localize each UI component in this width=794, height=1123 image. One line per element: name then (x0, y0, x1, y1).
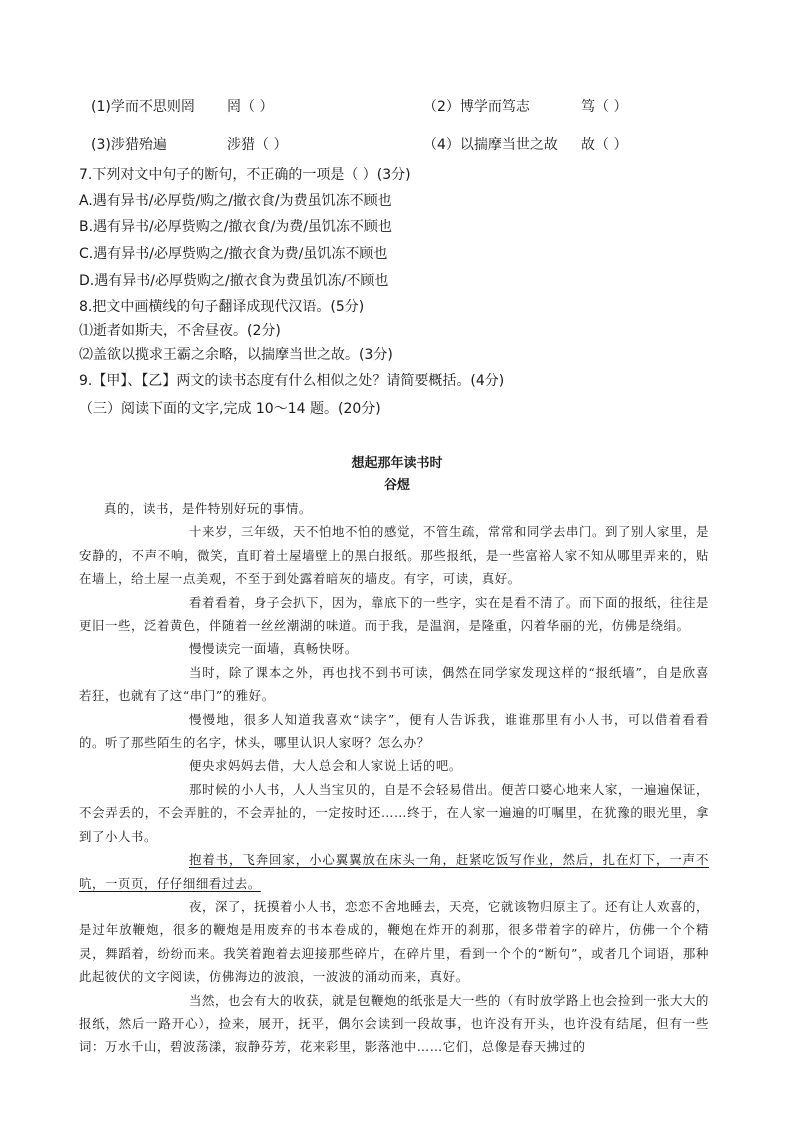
article-paragraph-1: 真的，读书，是件特别好玩的事情。 (104, 501, 312, 516)
q8-sentence-2: ⑵盖欲以揽求王霸之余略，以揣摩当世之故。(3分) (79, 347, 393, 363)
q6-answer-2: 笃（ ） (581, 99, 628, 115)
article-body (79, 497, 709, 1059)
q6-item-3: (3)涉猎殆遍 (91, 137, 167, 153)
q7-option-c: C.遇有异书/必厚赀购之/撤衣食为费/虽饥冻不顾也 (79, 246, 388, 262)
article-paragraph-6: 慢慢地，很多人知道我喜欢“读字”，便有人告诉我，谁谁那里有小人书，可以借着看看的。听了那些陌生的名字，怵头，哪里认识人家呀？怎么办？ (79, 711, 709, 751)
q6-answer-3: 涉猎（ ） (227, 137, 288, 153)
q7-option-d: D.遇有异书/必厚赀购之/撤衣食为费虽饥冻/不顾也 (79, 273, 389, 289)
q6-answer-1: 罔（ ） (227, 99, 274, 115)
article-paragraph-8: 那时候的小人书，人人当宝贝的，自是不会轻易借出。便苦口婆心地来人家，一遍遍保证，不会弄丢的，不会弄脏的，不会弄扯的，一定按时还……终于，在人家一遍遍的叮嘱里，在犹豫的眼光里，拿到了小人书。 (79, 781, 709, 844)
q7-stem: 7.下列对文中句子的断句，不正确的一项是（ ）(3分) (79, 167, 411, 183)
article-paragraph-2: 十来岁，三年级，天不怕地不怕的感觉，不管生疏，常常和同学去串门。到了别人家里，是安静的，不声不响，微笑，直盯着土屋墙壁上的黑白报纸。那些报纸，是一些富裕人家不知从哪里弄来的，贴在墙上，给土屋一点美观，不至于到处露着暗灰的墙皮。有字，可读，真好。 (79, 524, 709, 587)
q6-answer-4: 故（ ） (581, 137, 628, 153)
article-paragraph-5: 当时，除了课本之外，再也找不到书可读，偶然在同学家发现这样的“报纸墙”，自是欣喜若狂，也就有了这“串门”的雅好。 (79, 664, 709, 704)
article-paragraph-4: 慢慢读完一面墙，真畅快呀。 (189, 641, 358, 657)
article-paragraph-3: 看着看着，身子会扒下，因为，靠底下的一些字，实在是看不清了。而下面的报纸，往往是更旧一些，泛着黄色，伴随着一丝丝潮湖的味道。而于我，是温润，是隆重，闪着华丽的光，仿佛是绕绢。 (79, 594, 709, 634)
article-title: 想起那年读书时 (351, 456, 443, 471)
q6-item-4: （4）以揣摩当世之故 (423, 137, 558, 153)
section3-heading: （三）阅读下面的文字,完成 10～14 题。(20分) (79, 401, 381, 417)
article-paragraph-9-underlined: 抱着书，飞奔回家，小心翼翼放在床头一角，赶紧吃饭写作业，然后，扎在灯下，一声不吭，一页页，仔仔细细看过去。 (79, 852, 709, 891)
article-paragraph-7: 便央求妈妈去借，大人总会和人家说上话的吧。 (189, 758, 462, 774)
q9-stem: 9.【甲】、【乙】两文的读书态度有什么相似之处？请简要概括。(4分) (79, 373, 505, 389)
q8-sentence-1: ⑴逝者如斯夫，不舍昼夜。(2分) (79, 323, 281, 339)
q7-option-a: A.遇有异书/必厚赀/购之/撤衣食/为费虽饥冻不顾也 (79, 193, 392, 209)
article-author: 谷煜 (383, 478, 410, 493)
q7-option-b: B.遇有异书/必厚赀购之/撤衣食/为费/虽饥冻不顾也 (79, 219, 392, 235)
article-paragraph-11: 当然，也会有大的收获，就是包鞭炮的纸张是大一些的（有时放学路上也会捡到一张大大的报纸，然后一路开心），捡来，展开，抚平，偶尔会读到一段故事，也许没有开头，也许没有结尾，但有一些词：万水千山，碧波荡漾，寂静芬芳，花来彩里，影落池中……它们，总像是春天拂过的 (79, 992, 709, 1055)
q6-item-1: (1)学而不思则罔 (91, 99, 195, 115)
q6-item-2: （2）博学而笃志 (423, 99, 530, 115)
article-paragraph-10: 夜，深了，抚摸着小人书，恋恋不舍地睡去，天亮，它就该物归原主了。还有让人欢喜的，是过年放鞭炮，很多的鞭炮是用废弃的书本卷成的，鞭炮在炸开的刹那，很多带着字的碎片，仿佛一个个精灵，舞蹈着，纷纷而来。我笑着跑着去迎接那些碎片，在碎片里，看到一个个的“断句”，或者几个词语，那种此起彼伏的文字阅读，仿佛海边的波浪，一波波的涌动而来，真好。 (79, 898, 709, 985)
q8-stem: 8.把文中画横线的句子翻译成现代汉语。(5分) (79, 299, 365, 315)
